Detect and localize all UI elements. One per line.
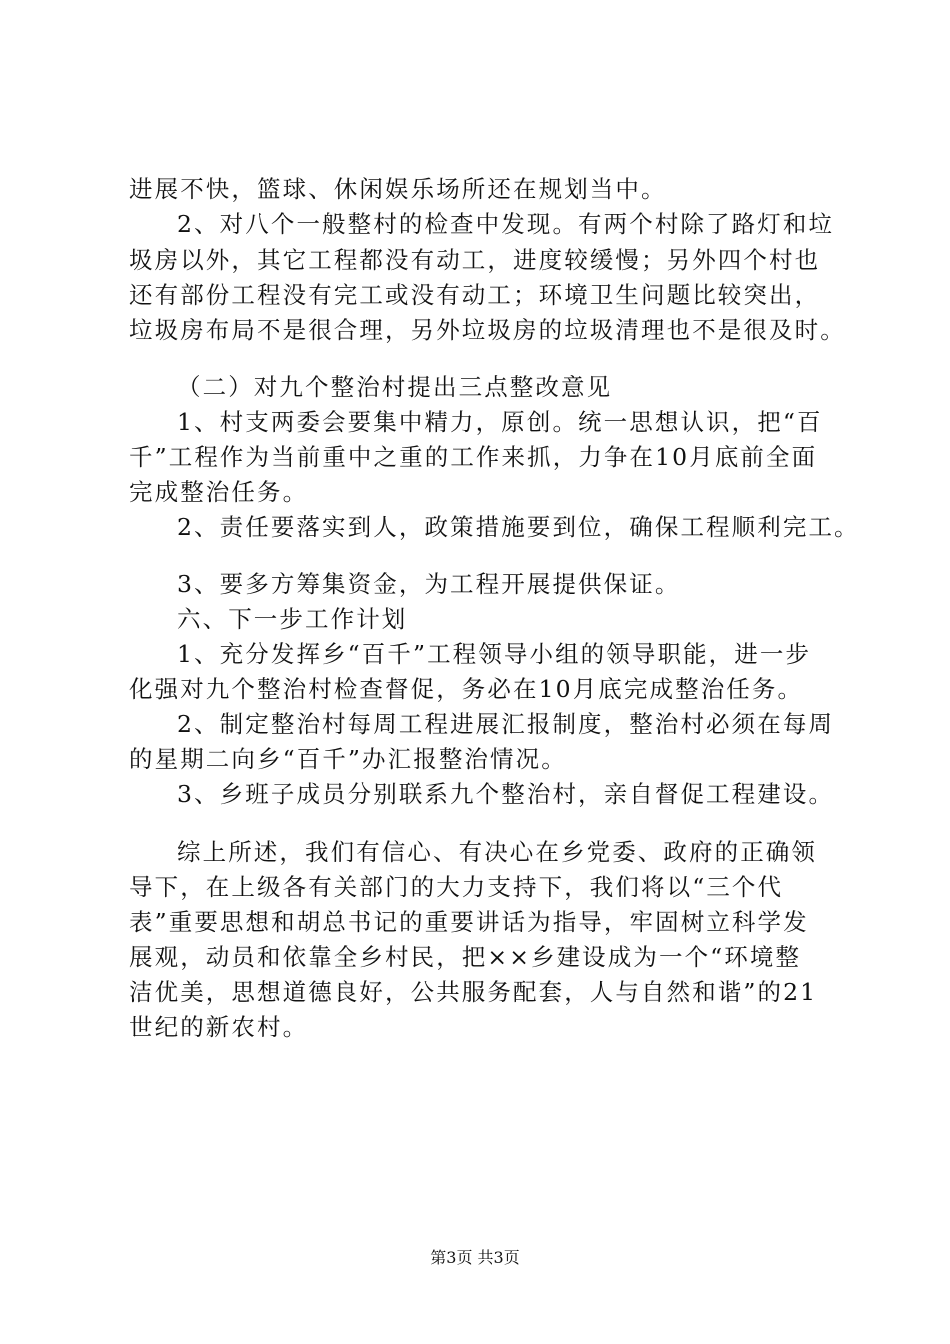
text-line: 垃圾房布局不是很合理，另外垃圾房的垃圾清理也不是很及时。 (129, 316, 846, 344)
section-heading: 六、下一步工作计划 (177, 605, 408, 633)
text-line: 2、责任要落实到人，政策措施要到位，确保工程顺利完工。 (177, 513, 860, 541)
text-line: 千”工程作为当前重中之重的工作来抓，力争在10月底前全面 (129, 443, 818, 471)
text-line: 洁优美，思想道德良好，公共服务配套，人与自然和谐”的21 (129, 978, 818, 1006)
text-line: 圾房以外，其它工程都没有动工，进度较缓慢；另外四个村也 (129, 246, 821, 274)
text-line: 世纪的新农村。 (129, 1013, 309, 1041)
text-line: 1、充分发挥乡“百千”工程领导小组的领导职能，进一步 (177, 640, 812, 668)
text-line: 还有部份工程没有完工或没有动工；环境卫生问题比较突出， (129, 281, 821, 309)
text-line: 3、要多方筹集资金，为工程开展提供保证。 (177, 570, 681, 598)
text-line: 展观，动员和依靠全乡村民，把××乡建设成为一个“环境整 (129, 943, 802, 971)
text-line: 1、村支两委会要集中精力，原创。统一思想认识，把“百 (177, 408, 823, 436)
text-line: 3、乡班子成员分别联系九个整治村，亲自督促工程建设。 (177, 780, 835, 808)
text-line: 进展不快，篮球、休闲娱乐场所还在规划当中。 (129, 175, 667, 203)
page-number: 第3页 共3页 (430, 1248, 520, 1267)
text-line: 2、对八个一般整村的检查中发现。有两个村除了路灯和垃 (177, 210, 835, 238)
text-line: 化强对九个整治村检查督促，务必在10月底完成整治任务。 (129, 675, 804, 703)
text-line: 表”重要思想和胡总书记的重要讲话为指导，牢固树立科学发 (129, 908, 809, 936)
text-line: 导下，在上级各有关部门的大力支持下，我们将以“三个代 (129, 873, 784, 901)
text-line: 的星期二向乡“百千”办汇报整治情况。 (129, 745, 567, 773)
section-heading: （二）对九个整治村提出三点整改意见 (177, 373, 613, 401)
text-line: 综上所述，我们有信心、有决心在乡党委、政府的正确领 (177, 838, 817, 866)
text-line: 2、制定整治村每周工程进展汇报制度，整治村必须在每周 (177, 710, 835, 738)
text-line: 完成整治任务。 (129, 478, 309, 506)
